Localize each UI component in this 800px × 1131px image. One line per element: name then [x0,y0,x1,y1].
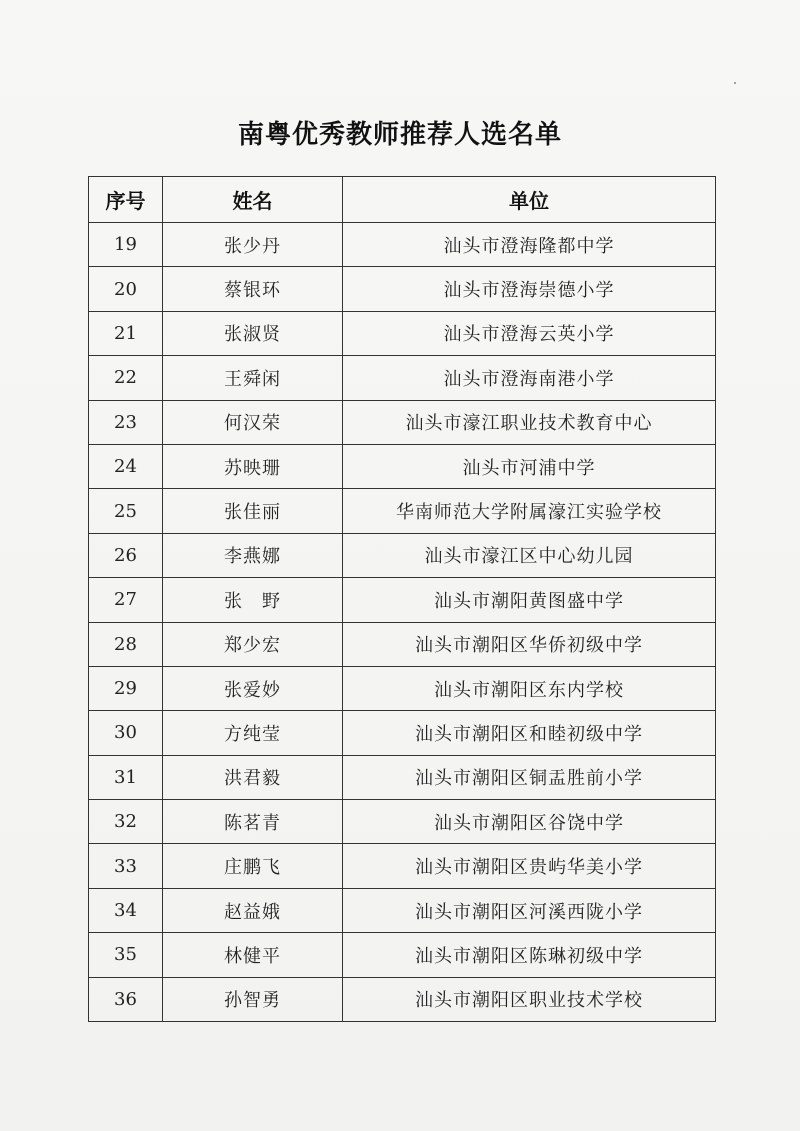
row-name: 陈茗青 [163,800,343,844]
row-unit: 汕头市潮阳区谷饶中学 [343,800,716,844]
row-number: 28 [89,622,163,666]
table-row [89,267,716,311]
table-row [89,223,716,267]
row-unit: 汕头市潮阳区贵屿华美小学 [343,844,716,888]
row-number: 30 [89,711,163,755]
table-row [89,400,716,444]
row-number: 34 [89,888,163,932]
table-row [89,489,716,533]
row-number: 31 [89,755,163,799]
row-unit: 汕头市澄海隆都中学 [343,223,716,267]
row-number: 36 [89,977,163,1021]
row-name: 张佳丽 [163,489,343,533]
row-unit: 汕头市潮阳区陈琳初级中学 [343,933,716,977]
row-number: 33 [89,844,163,888]
row-name: 孙智勇 [163,977,343,1021]
row-number: 20 [89,267,163,311]
table-body [89,223,716,1022]
header-number: 序号 [89,177,163,223]
row-name: 赵益娥 [163,888,343,932]
scan-speck [734,82,736,84]
row-unit: 汕头市濠江区中心幼儿园 [343,533,716,577]
row-name: 郑少宏 [163,622,343,666]
table-row [89,933,716,977]
row-name: 张淑贤 [163,311,343,355]
row-number: 21 [89,311,163,355]
row-unit: 华南师范大学附属濠江实验学校 [343,489,716,533]
row-number: 35 [89,933,163,977]
row-unit: 汕头市潮阳区华侨初级中学 [343,622,716,666]
row-unit: 汕头市河浦中学 [343,444,716,488]
row-number: 24 [89,444,163,488]
row-name: 张爱妙 [163,666,343,710]
table-row [89,711,716,755]
row-unit: 汕头市潮阳区和睦初级中学 [343,711,716,755]
table-row [89,977,716,1021]
row-unit: 汕头市濠江职业技术教育中心 [343,400,716,444]
row-number: 27 [89,578,163,622]
row-name: 洪君毅 [163,755,343,799]
table-row [89,755,716,799]
row-unit: 汕头市潮阳区铜盂胜前小学 [343,755,716,799]
row-name: 张 野 [163,578,343,622]
row-number: 26 [89,533,163,577]
row-name: 王舜闲 [163,356,343,400]
table-row [89,356,716,400]
row-unit: 汕头市潮阳区东内学校 [343,666,716,710]
row-name: 蔡银环 [163,267,343,311]
row-name: 李燕娜 [163,533,343,577]
page-title: 南粤优秀教师推荐人选名单 [237,120,562,150]
row-unit: 汕头市澄海云英小学 [343,311,716,355]
row-name: 张少丹 [163,223,343,267]
header-unit: 单位 [343,177,716,223]
row-unit: 汕头市澄海南港小学 [343,356,716,400]
row-unit: 汕头市潮阳区河溪西陇小学 [343,888,716,932]
row-number: 22 [89,356,163,400]
table-row [89,800,716,844]
table-row [89,533,716,577]
table-row [89,444,716,488]
row-number: 25 [89,489,163,533]
row-number: 29 [89,666,163,710]
row-unit: 汕头市澄海崇德小学 [343,267,716,311]
table-row [89,888,716,932]
table-row [89,578,716,622]
row-unit: 汕头市潮阳黄图盛中学 [343,578,716,622]
row-number: 23 [89,400,163,444]
row-name: 林健平 [163,933,343,977]
table-header-row [89,177,716,223]
table-row [89,666,716,710]
row-name: 何汉荣 [163,400,343,444]
candidate-table [88,176,716,1022]
table-row [89,622,716,666]
table-row [89,844,716,888]
header-name: 姓名 [163,177,343,223]
row-number: 32 [89,800,163,844]
row-name: 方纯莹 [163,711,343,755]
table-row [89,311,716,355]
row-unit: 汕头市潮阳区职业技术学校 [343,977,716,1021]
row-name: 庄鹏飞 [163,844,343,888]
row-name: 苏映珊 [163,444,343,488]
row-number: 19 [89,223,163,267]
